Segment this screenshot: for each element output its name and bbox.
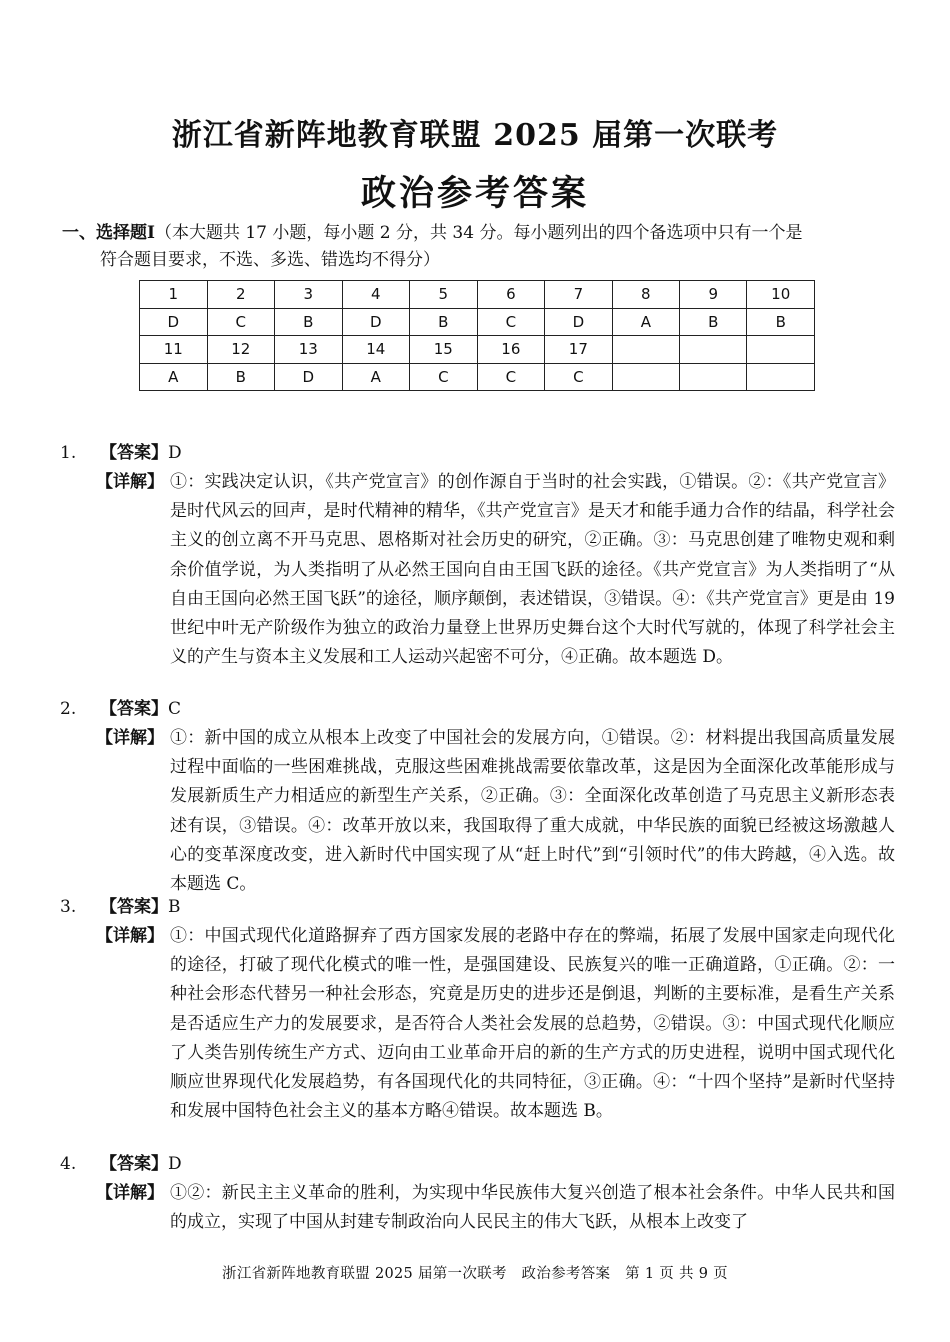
answer-table-row-numbers-1: [140, 281, 815, 309]
question-block-4: [60, 1150, 895, 1237]
question-number: 3.: [60, 897, 77, 917]
table-cell-num: [747, 336, 815, 364]
section-label: 一、选择题Ⅰ: [62, 223, 155, 243]
answer-value: D: [168, 443, 182, 463]
table-cell-answer: D: [342, 308, 410, 336]
table-cell-answer: A: [342, 363, 410, 391]
table-cell-num: 10: [747, 281, 815, 309]
answer-value: B: [168, 897, 181, 917]
detail-text: ①：新中国的成立从根本上改变了中国社会的发展方向，①错误。②：材料提出我国高质量发展过程中面临的一些困难挑战，克服这些困难挑战需要依靠改革，这是因为全面深化改革能形成与发展新质生产力相适应的新型生产关系，②正确。③：全面深化改革创造了马克思主义新形态表述有误，③错误。④：改革开放以来，我国取得了重大成就，中华民族的面貌已经被这场激越人心的变革深度改变，进入新时代中国实现了从“赶上时代”到“引领时代”的伟大跨越，④入选。故本题选 C。: [170, 728, 895, 895]
table-cell-answer: B: [275, 308, 343, 336]
page-footer: 浙江省新阵地教育联盟 2025 届第一次联考 政治参考答案 第 1 页 共 9 页: [222, 1266, 728, 1282]
answer-table-row-numbers-2: [140, 336, 815, 364]
section-desc-line2: 符合题目要求，不选、多选、错选均不得分）: [100, 250, 440, 270]
table-cell-num: 8: [612, 281, 679, 309]
table-cell-num: 17: [545, 336, 613, 364]
table-cell-num: 5: [410, 281, 478, 309]
table-cell-num: 4: [342, 281, 410, 309]
table-cell-answer: D: [140, 308, 208, 336]
table-cell-answer: C: [477, 363, 545, 391]
table-cell-answer: B: [207, 363, 275, 391]
table-cell-answer: [680, 363, 747, 391]
document-subtitle: 政治参考答案: [360, 173, 589, 214]
detail-text: ①：实践决定认识，《共产党宣言》的创作源自于当时的社会实践，①错误。②：《共产党宣言》是时代风云的回声，是时代精神的精华，《共产党宣言》是天才和能手通力合作的结晶，科学社会主义的创立离不开马克思、恩格斯对社会历史的研究，②正确。③：马克思创建了唯物史观和剩余价值学说，为人类指明了从必然王国向自由王国飞跃的途径。《共产党宣言》为人类指明了“从自由王国向必然王国飞跃”的途径，顺序颠倒，表述错误，③错误。④：《共产党宣言》更是由 19 世纪中叶无产阶级作为独立的政治力量登上世界历史舞台这个大时代写就的，体现了科学社会主义的产生与资本主义发展和工人运动兴起密不可分，④正确。故本题选 D。: [170, 472, 895, 668]
table-cell-num: 1: [140, 281, 208, 309]
answer-table-row-answers-2: [140, 363, 815, 391]
table-cell-num: 16: [477, 336, 545, 364]
section-heading: [62, 220, 892, 274]
answer-tag: 【答案】: [100, 443, 168, 463]
answer-tag: 【答案】: [100, 897, 168, 917]
answer-tag: 【答案】: [100, 699, 168, 719]
table-cell-num: 13: [275, 336, 343, 364]
table-cell-answer: D: [275, 363, 343, 391]
question-number: 1.: [60, 443, 77, 463]
answer-tag: 【答案】: [100, 1154, 168, 1174]
table-cell-num: [612, 336, 679, 364]
detail-tag: 【详解】: [96, 472, 164, 492]
table-cell-num: 6: [477, 281, 545, 309]
document-title: 浙江省新阵地教育联盟 2025 届第一次联考: [171, 118, 779, 153]
table-cell-num: 12: [207, 336, 275, 364]
table-cell-answer: C: [207, 308, 275, 336]
table-cell-answer: C: [477, 308, 545, 336]
question-number: 2.: [60, 699, 77, 719]
table-cell-answer: B: [747, 308, 815, 336]
table-cell-num: [680, 336, 747, 364]
answer-value: D: [168, 1154, 182, 1174]
detail-text: ①：中国式现代化道路摒弃了西方国家发展的老路中存在的弊端，拓展了发展中国家走向现代化的途径，打破了现代化模式的唯一性，是强国建设、民族复兴的唯一正确道路，①正确。②：一种社会形态代替另一种社会形态，究竟是历史的进步还是倒退，判断的主要标准，是看生产关系是否适应生产力的发展要求，是否符合人类社会发展的总趋势，②错误。③：中国式现代化顺应了人类告别传统生产方式、迈向由工业革命开启的新的生产方式的历史进程，说明中国式现代化顺应世界现代化发展趋势，有各国现代化的共同特征，③正确。④：“十四个坚持”是新时代坚持和发展中国特色社会主义的基本方略④错误。故本题选 B。: [170, 926, 895, 1122]
detail-text: ①②：新民主主义革命的胜利，为实现中华民族伟大复兴创造了根本社会条件。中华人民共和国的成立，实现了中国从封建专制政治向人民民主的伟大飞跃，从根本上改变了: [170, 1183, 895, 1233]
answer-table: [139, 280, 815, 391]
section-desc-line1: （本大题共 17 小题，每小题 2 分，共 34 分。每小题列出的四个备选项中只有一个是: [154, 223, 803, 243]
table-cell-num: 2: [207, 281, 275, 309]
question-block-3: [60, 893, 895, 1126]
table-cell-answer: A: [140, 363, 208, 391]
table-cell-answer: B: [680, 308, 747, 336]
table-cell-num: 3: [275, 281, 343, 309]
table-cell-answer: D: [545, 308, 613, 336]
table-cell-num: 14: [342, 336, 410, 364]
detail-tag: 【详解】: [96, 926, 164, 946]
question-block-1: [60, 439, 895, 672]
table-cell-num: 15: [410, 336, 478, 364]
detail-tag: 【详解】: [96, 1183, 164, 1203]
table-cell-answer: [612, 363, 679, 391]
answer-value: C: [168, 699, 182, 719]
question-block-2: [60, 695, 895, 899]
question-number: 4.: [60, 1154, 77, 1174]
table-cell-answer: A: [612, 308, 679, 336]
answer-table-row-answers-1: [140, 308, 815, 336]
table-cell-answer: [747, 363, 815, 391]
table-cell-answer: C: [410, 363, 478, 391]
table-cell-num: 7: [545, 281, 613, 309]
detail-tag: 【详解】: [96, 728, 164, 748]
table-cell-num: 11: [140, 336, 208, 364]
table-cell-answer: C: [545, 363, 613, 391]
table-cell-num: 9: [680, 281, 747, 309]
table-cell-answer: B: [410, 308, 478, 336]
